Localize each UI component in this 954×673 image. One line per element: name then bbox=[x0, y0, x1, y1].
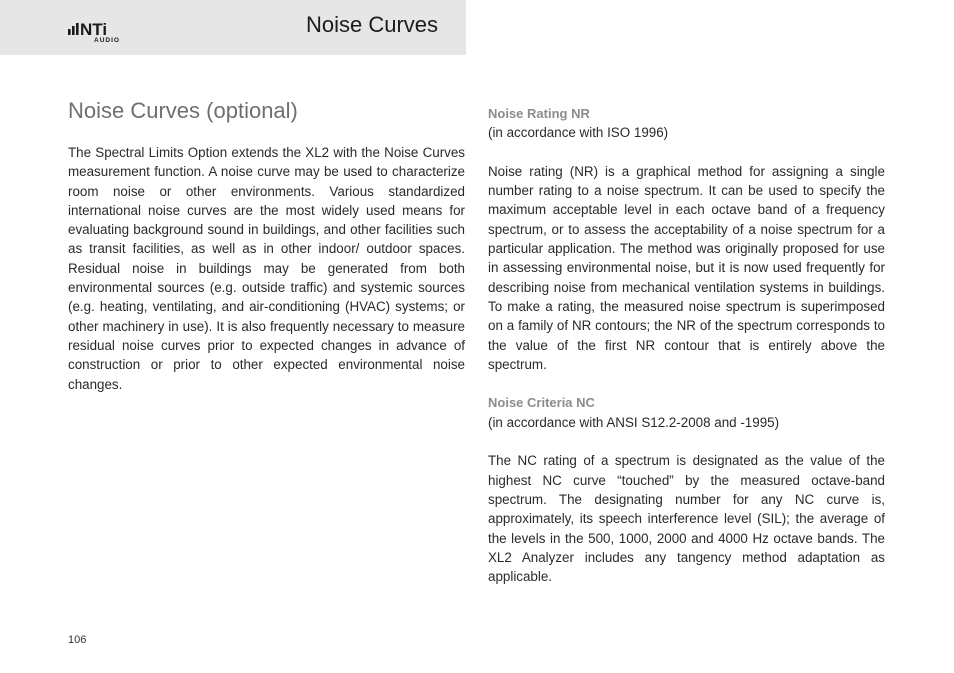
section-noise-criteria bbox=[488, 393, 885, 586]
section-title: Noise Rating NR bbox=[488, 106, 590, 121]
page-number: 106 bbox=[68, 634, 87, 646]
section-subtitle: (in accordance with ISO 1996) bbox=[488, 125, 669, 141]
section-spacer bbox=[488, 374, 885, 393]
page-header-title: Noise Curves bbox=[306, 12, 439, 37]
section-subtitle: (in accordance with ANSI S12.2-2008 and -1995) bbox=[488, 414, 780, 430]
section-body: Noise rating (NR) is a graphical method for assigning a single number rating to a noise spectrum. It can be used to specify the maximum acceptable level in each octave band of a frequency spectrum, or to assess the acceptability of a noise spectrum for a particular application. The method was originally proposed for use in assessing environmental noise, but it is now used frequently for describing noise from mechanical ventilation systems in buildings. To make a rating, the measured noise spectrum is superimposed on a family of NR contours; the NR of the spectrum corresponds to the value of the first NR contour that is entirely above the spectrum. bbox=[488, 163, 885, 372]
logo-text: NTi bbox=[80, 20, 108, 39]
section-title: Noise Criteria NC bbox=[488, 395, 595, 411]
right-column bbox=[488, 104, 885, 586]
nti-audio-logo bbox=[67, 19, 137, 45]
page-title: Noise Curves (optional) bbox=[68, 98, 298, 123]
nti-logo-mark bbox=[67, 19, 127, 39]
section-noise-rating bbox=[488, 104, 885, 374]
section-body: The NC rating of a spectrum is designated as the value of the highest NC curve “touched” by the measured octave-band spectrum. The designating number for any NC curve is, approximately, its speech interference level (SIL); the average of the levels in the 500, 1000, 2000 and 4000 Hz octave bands. The XL2 Analyzer includes any tangency method adaptation as applicable. bbox=[488, 453, 885, 585]
logo-subtext: AUDIO bbox=[94, 37, 120, 44]
header-bar bbox=[0, 0, 466, 55]
intro-paragraph: The Spectral Limits Option extends the XL2 with the Noise Curves measurement function. A noise curve may be used to characterize room noise or other environments. Various standardized international noise curves are the most widely used means for evaluating background sound in buildings, and other facilities such as transit facilities, as well as in other indoor/ outdoor spaces. Residual noise in buildings may be generated from both environmental sources (e.g. outside traffic) and systemic sources (e.g. heating, ventilating, and air-conditioning (HVAC) systems; or other machinery in use). It is also frequently necessary to measure residual noise curves prior to expected changes in advance of construction or prior to other expected environmental noise changes. bbox=[68, 145, 465, 392]
